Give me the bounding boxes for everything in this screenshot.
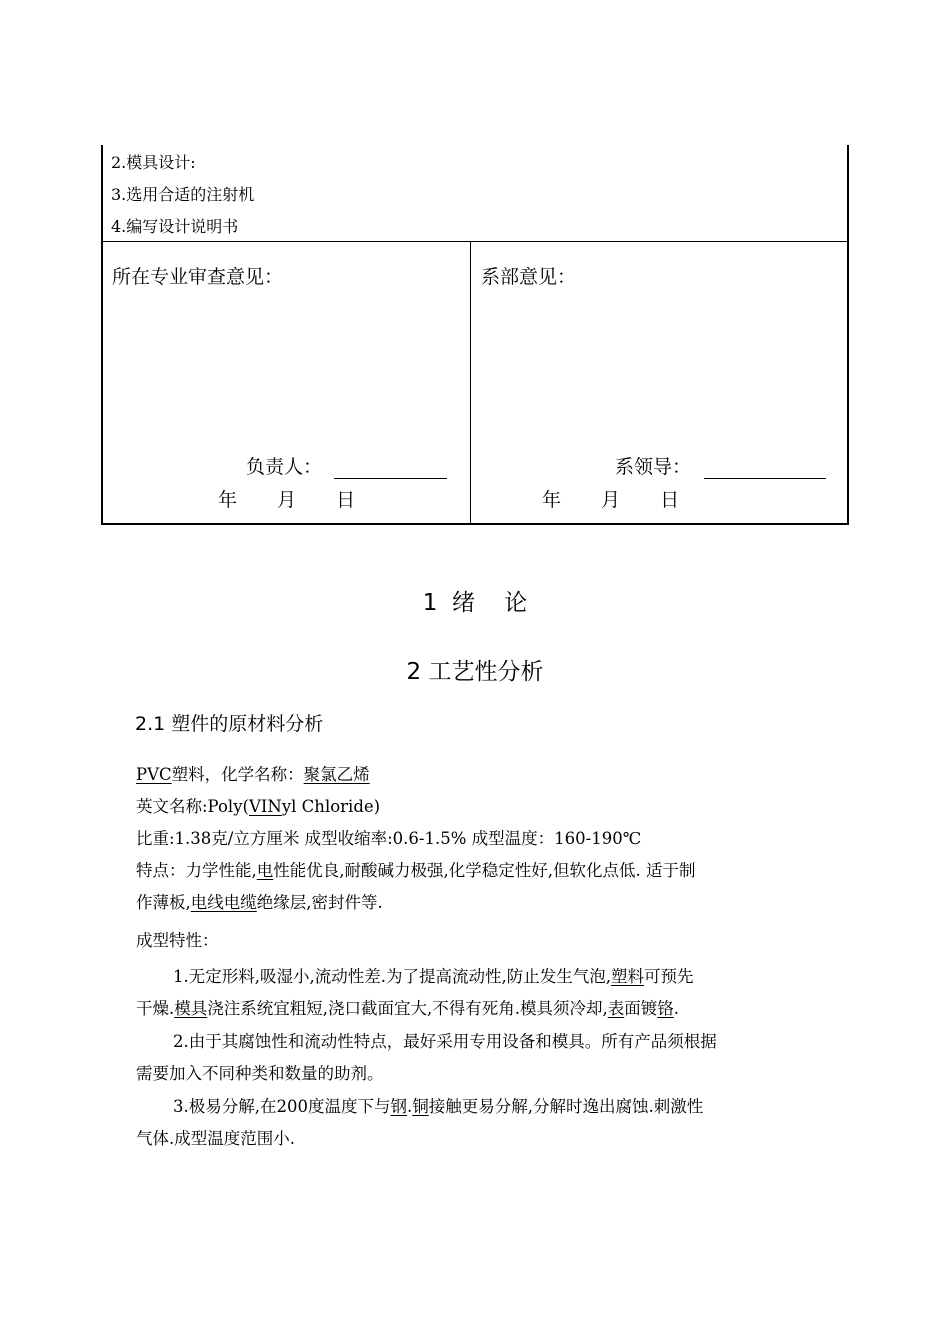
day-label: 日 — [336, 489, 356, 511]
paragraph-line: 需要加入不同种类和数量的助剂。 — [136, 1064, 384, 1083]
responsible-person-label: 负责人： — [246, 456, 323, 478]
paragraph-line: 特点：力学性能,电性能优良,耐酸碱力极强,化学稳定性好,但软化点低. 适于制 — [136, 861, 696, 880]
underlined-term: 塑料 — [610, 967, 644, 986]
paragraph-line: 气体.成型温度范围小. — [136, 1129, 295, 1148]
section-heading-material-analysis: 2.1 塑件的原材料分析 — [135, 713, 324, 735]
chapter-heading-introduction: 1 绪 论 — [422, 590, 528, 616]
task-item: 4.编写设计说明书 — [111, 217, 239, 236]
underlined-term: 模具 — [174, 999, 208, 1018]
underlined-term: 表 — [607, 999, 625, 1018]
department-leader-label: 系领导： — [615, 456, 692, 478]
paragraph-line: 比重:1.38克/立方厘米 成型收缩率:0.6-1.5% 成型温度：160-190℃ — [136, 829, 642, 848]
paragraph-line: 干燥.模具浇注系统宜粗短,浇口截面宜大,不得有死角.模具须冷却,表面镀铬. — [136, 999, 679, 1018]
task-item: 2.模具设计: — [111, 153, 196, 172]
day-label: 日 — [660, 489, 680, 511]
major-review-cell — [103, 242, 471, 523]
task-list-cell — [103, 145, 847, 242]
underlined-term: 铜 — [412, 1097, 429, 1116]
underlined-term: 电线电缆 — [190, 893, 257, 912]
date-line — [218, 485, 355, 512]
paragraph-line: 3.极易分解,在200度温度下与钢.铜接触更易分解,分解时逸出腐蚀.刺激性 — [173, 1097, 704, 1116]
underlined-term: PVC — [136, 765, 172, 784]
major-review-title: 所在专业审查意见： — [112, 266, 284, 288]
review-table — [101, 145, 849, 525]
paragraph-line: PVC塑料，化学名称：聚氯乙烯 — [136, 765, 370, 784]
paragraph-line: 1.无定形料,吸湿小,流动性差.为了提高流动性,防止发生气泡,塑料可预先 — [173, 967, 694, 986]
paragraph-line: 作薄板,电线电缆绝缘层,密封件等. — [136, 893, 383, 912]
signature-line — [334, 478, 447, 479]
underlined-term: 铬 — [657, 999, 674, 1018]
month-label: 月 — [277, 489, 297, 511]
paragraph-line: 英文名称:Poly(VINyl Chloride) — [136, 797, 381, 816]
task-item: 3.选用合适的注射机 — [111, 185, 255, 204]
year-label: 年 — [218, 489, 238, 511]
underlined-term: 聚氯乙烯 — [303, 765, 370, 784]
chapter-heading-process-analysis: 2 工艺性分析 — [406, 659, 544, 685]
paragraph-line: 成型特性： — [136, 931, 219, 950]
month-label: 月 — [601, 489, 621, 511]
underlined-term: 电 — [256, 861, 274, 880]
department-review-title: 系部意见： — [481, 266, 577, 288]
underlined-term: 钢 — [390, 1097, 407, 1116]
underlined-term: VIN — [248, 797, 282, 816]
signature-line — [704, 478, 826, 479]
department-review-cell — [471, 242, 847, 523]
date-line — [542, 485, 679, 512]
year-label: 年 — [542, 489, 562, 511]
paragraph-line: 2.由于其腐蚀性和流动性特点，最好采用专用设备和模具。所有产品须根据 — [173, 1032, 717, 1051]
